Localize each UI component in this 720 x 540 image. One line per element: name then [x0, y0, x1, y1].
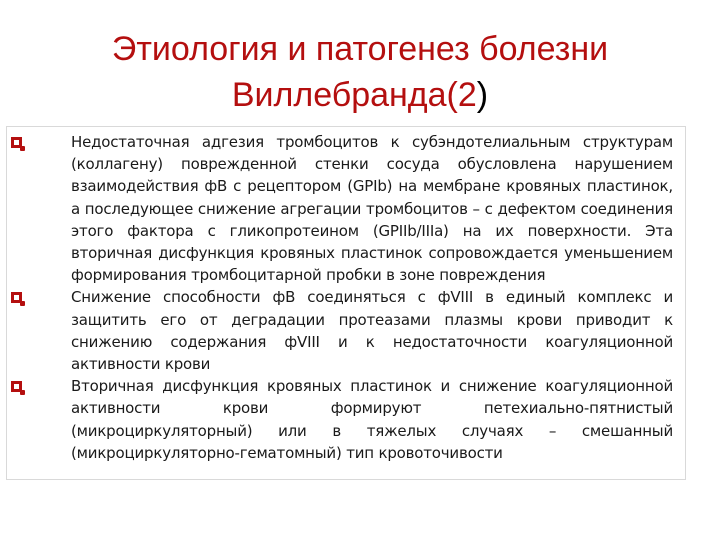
bullet-item [7, 375, 685, 464]
slide-title [60, 26, 660, 118]
bullet-text: Снижение способности фВ соединяться с фVIII в единый комплекс и защитить его от деградации протеазами плазмы крови приводит к снижению содержания фVIII и к недостаточности коагуляционной активности крови [71, 288, 673, 374]
bullet-item [7, 131, 685, 286]
bullet-item [7, 286, 685, 375]
bullet-list [7, 131, 685, 464]
slide-title-text: Этиология и патогенез болезни Виллебранда(2 [111, 30, 609, 114]
square-bullet-icon [11, 381, 22, 392]
content-box [6, 126, 686, 480]
bullet-text: Недостаточная адгезия тромбоцитов к субэндотелиальным структурам (коллагену) поврежденной стенки сосуда обусловлена нарушением взаимодействия фВ с рецептором (GPIb) на мембране кровяных пластинок, а последующее снижение агрегации тромбоцитов – с дефектом соединения этого фактора с гликопротеином (GPIIb/IIIa) на их поверхности. Эта вторичная дисфункция кровяных пластинок сопровождается уменьшением формирования тромбоцитарной пробки в зоне повреждения [71, 133, 673, 285]
square-bullet-icon [11, 292, 22, 303]
bullet-text: Вторичная дисфункция кровяных пластинок и снижение коагуляционной активности крови формируют петехиально-пятнистый (микроциркуляторный) или в тяжелых случаях – смешанный (микроциркуляторно-гематомный) тип кровоточивости [71, 377, 673, 462]
slide-title-closing-paren: ) [476, 76, 489, 114]
square-bullet-icon [11, 137, 22, 148]
